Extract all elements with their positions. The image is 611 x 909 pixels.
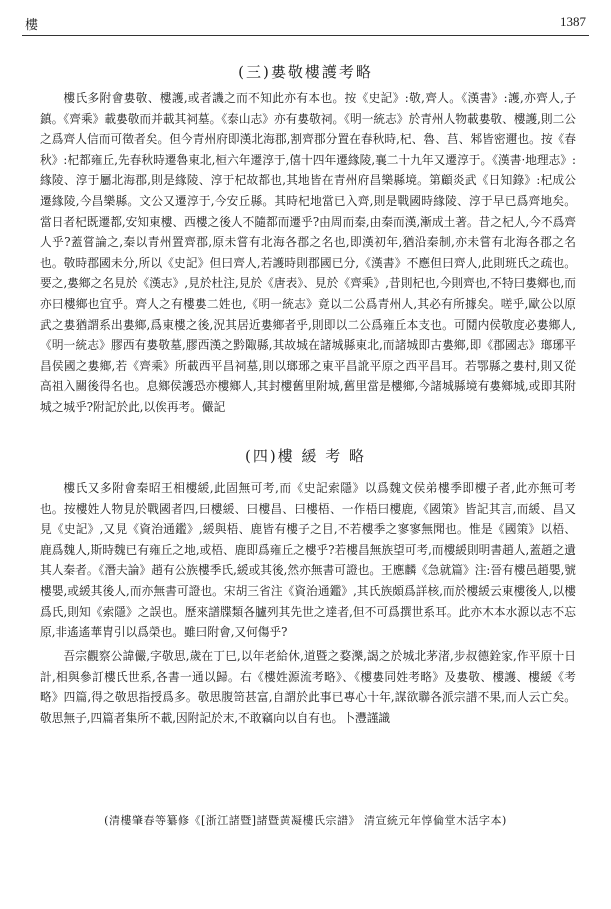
section-4-paragraph-1: 樓氏又多附會秦昭王相樓緩,此固無可考,而《史記索隱》以爲魏文侯弟樓季即樓子者,此亦無可考也。按樓姓人物見於戰國者四,曰樓緩、曰樓昌、曰樓梧、一作梧曰樓鹿,《國策》皆記其言,而緩、昌又見《史記》,又見《資治通鑑》,緩與梧、鹿皆有樓子之目,不若樓季之寥寥無聞也。惟是《國策》以梧、鹿爲魏人,斯時魏已有雍丘之地,或梧、鹿即爲雍丘之樓乎?若樓昌無族望可考,而樓緩則明書趙人,蓋趙之遺其人秦者。《潛夫論》趙有公族樓季氏,緩或其後,然亦無書可證也。王應麟《急就篇》注:晉有樓邑趙嬰,號樓嬰,或緩其後人,而亦無書可證也。宋胡三省注《資治通鑑》,其氏族頗爲詳核,而於樓緩云東樓後人,以樓爲氏,則知《索隱》之誤也。歷來譜牒類各臚列其先世之達者,但不可爲撰世系耳。此亦木本水源以志不忘原,非遙遙華胄引以爲榮也。雖曰附會,又何傷乎?	[40, 481, 576, 640]
section-title-4: (四)樓 緩 考 略	[244, 447, 366, 465]
page-number: 1387	[560, 14, 586, 29]
source-citation: (清樓肇春等纂修《[浙江諸暨]諸暨黄凝樓氏宗譜》 清宣統元年惇倫堂木活字本)	[104, 814, 507, 827]
header-rule	[22, 35, 589, 36]
section-4-paragraph-2: 吾宗觀察公諱儼,字敬思,歲在丁巳,以年老給休,道暨之婺濼,謁之於城北茅渚,步叔德銓家,作平原十日計,相與參訂樓氏世系,各書一通以歸。右《樓姓源流考略》、《樓婁同姓考略》及婁敬、樓護、樓緩《考略》四篇,得之敬思指授爲多。敬思腹笥甚富,自謂於此事已專心十年,謀欲聯各派宗譜不果,而人云亡矣。敬思無子,四篇者集所不載,因附記於末,不敢竊向以自有也。卜灃謹識	[40, 649, 576, 725]
section-title-3: (三)婁敬樓護考略	[238, 63, 373, 81]
header-title: 樓	[25, 18, 39, 33]
section-3-paragraph: 樓氏多附會婁敬、樓護,或者譏之而不知此亦有本也。按《史記》:敬,齊人。《漢書》:護,亦齊人,子鎮。《齊乘》載婁敬而并載其祠墓。《泰山志》亦有婁敬祠。《明一統志》於青州人物載婁敬、樓護,則二公之爲齊人信而可徵者矣。但今青州府即漢北海郡,割齊郡分置在春秋時,杞、魯、莒、邾皆密邇也。按《春秋》:杞都雍丘,先春秋時遷魯東北,桓六年遷淳于,僖十四年遷緣陵,襄二十九年又遷淳于。《漢書·地理志》:緣陵、淳于屬北海郡,則是緣陵、淳于杞故都也,其地皆在青州府昌樂縣境。第顧炎武《日知錄》:杞成公遷緣陵,今昌樂縣。文公又遷淳于,今安丘縣。其時杞地當已入齊,則是戰國時緣陵、淳于早已爲齊地矣。當日者杞既遷都,安知東樓、西樓之後人不隨都而遷乎?由周而秦,由秦而漢,漸成土著。昔之杞人,今不爲齊人乎?蓋嘗論之,秦以青州置齊郡,原未嘗有北海各郡之名也,即漢初年,猶沿秦制,亦未嘗有北海各郡之名也。敬時郡國未分,所以《史記》但曰齊人,若護時則郡國已分,《漢書》不應但曰齊人,此則班氏之疏也。要之,婁鄉之名見於《漢志》,見於杜注,見於《唐表》、見於《齊乘》,昔則杞也,今則齊也,不特曰婁鄉也,而亦曰樓鄉也宜乎。齊人之有樓婁二姓也,《明一統志》竟以二公爲青州人,其必有所據矣。嗟乎,歐公以原武之婁猶謂系出婁鄉,爲東樓之後,況其居近婁鄉者乎,則即以二公爲雍丘本支也。可鬩内侯敬度必婁鄉人,《明一統志》膠西有婁敬墓,膠西漢之黔陬縣,其故城在諸城縣東北,而諸城即古婁鄉,即《郡國志》瑯琊平昌侯國之婁鄉,若《齊乘》所載西平昌祠墓,則以瑯琊之東平昌訛平原之西平昌耳。若鄂縣之婁村,則又從高祖入關後得名也。息鄉侯護恐亦樓鄉人,其封樓舊里附城,舊里當是樓鄉,今諸城縣境有婁鄉城,或即其附城之城乎?附記於此,以俟再考。儼記	[40, 91, 576, 414]
running-header	[22, 12, 589, 34]
